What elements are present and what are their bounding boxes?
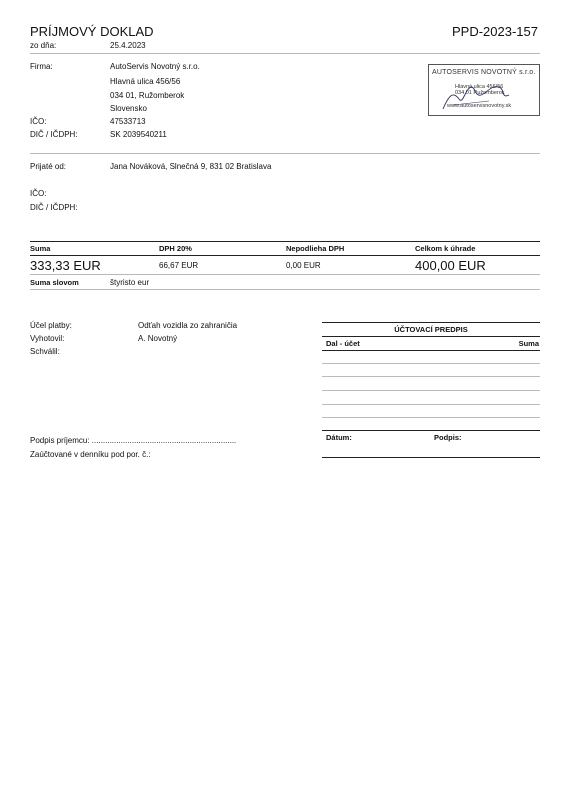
- dph-value: 66,67 EUR: [159, 261, 199, 270]
- slovom-label: Suma slovom: [30, 278, 79, 287]
- slovom-value: štyristo eur: [110, 278, 150, 287]
- company-divider: [30, 153, 540, 154]
- header-divider: [30, 53, 540, 54]
- stamp-web: www.autoservisnovotny.sk: [447, 103, 512, 109]
- accounting-date-label: Dátum:: [326, 433, 352, 442]
- totals-values-rule: [30, 274, 540, 275]
- accounting-bottom-rule: [322, 457, 540, 458]
- recipient-signature-label: Podpis príjemcu: .................................................................: [30, 436, 237, 445]
- date-value: 25.4.2023: [110, 41, 146, 50]
- accounting-row-line: [322, 363, 540, 364]
- accounting-account-header: Dal - účet: [326, 339, 360, 348]
- journal-entry-label: Zaúčtované v denníku pod por. č.:: [30, 450, 151, 459]
- company-city: 034 01, Ružomberok: [110, 91, 185, 100]
- stamp-street: Hlavná ulica 456/56: [455, 84, 504, 90]
- received-value: Jana Nováková, Slnečná 9, 831 02 Bratislava: [110, 162, 272, 171]
- signature-icon: [429, 65, 539, 115]
- suma-header: Suma: [30, 244, 51, 253]
- nepodlieha-header: Nepodlieha DPH: [286, 244, 345, 253]
- accounting-title: ÚČTOVACÍ PREDPIS: [394, 325, 468, 334]
- received-label: Prijaté od:: [30, 162, 67, 171]
- dph-header: DPH 20%: [159, 244, 192, 253]
- accounting-date-rule: [322, 430, 540, 431]
- accounting-row-line: [322, 417, 540, 418]
- company-street: Hlavná ulica 456/56: [110, 77, 181, 86]
- company-label: Firma:: [30, 62, 53, 71]
- company-dic-label: DIČ / IČDPH:: [30, 130, 78, 139]
- totals-header-rule: [30, 255, 540, 256]
- received-ico-label: IČO:: [30, 189, 47, 198]
- celkom-header: Celkom k úhrade: [415, 244, 476, 253]
- document-title: PRÍJMOVÝ DOKLAD: [30, 24, 154, 39]
- document-number: PPD-2023-157: [452, 24, 538, 39]
- date-label: zo dňa:: [30, 41, 57, 50]
- stamp-city: 034 01 Ružomberok: [455, 90, 505, 96]
- slovom-rule: [30, 289, 540, 290]
- accounting-sum-header: Suma: [518, 339, 539, 348]
- schvalil-label: Schválil:: [30, 347, 60, 356]
- ucel-value: Odťah vozidla zo zahraničia: [138, 321, 238, 330]
- accounting-sign-label: Podpis:: [434, 433, 462, 442]
- accounting-row-line: [322, 376, 540, 377]
- company-name: AutoServis Novotný s.r.o.: [110, 62, 200, 71]
- accounting-row-line: [322, 390, 540, 391]
- company-stamp: [428, 64, 540, 116]
- company-ico-value: 47533713: [110, 117, 146, 126]
- vyhotovil-label: Vyhotovil:: [30, 334, 65, 343]
- company-country: Slovensko: [110, 104, 147, 113]
- company-ico-label: IČO:: [30, 117, 47, 126]
- accounting-row-line: [322, 404, 540, 405]
- accounting-header-rule: [322, 350, 540, 351]
- celkom-value: 400,00 EUR: [415, 258, 486, 273]
- received-dic-label: DIČ / IČDPH:: [30, 203, 78, 212]
- company-dic-value: SK 2039540211: [110, 130, 167, 139]
- accounting-title-rule: [322, 336, 540, 337]
- stamp-name: AUTOSERVIS NOVOTNÝ s.r.o.: [432, 69, 536, 76]
- totals-top-rule: [30, 241, 540, 242]
- accounting-top-rule: [322, 322, 540, 323]
- suma-value: 333,33 EUR: [30, 258, 101, 273]
- vyhotovil-value: A. Novotný: [138, 334, 178, 343]
- ucel-label: Účel platby:: [30, 321, 72, 330]
- nepodlieha-value: 0,00 EUR: [286, 261, 321, 270]
